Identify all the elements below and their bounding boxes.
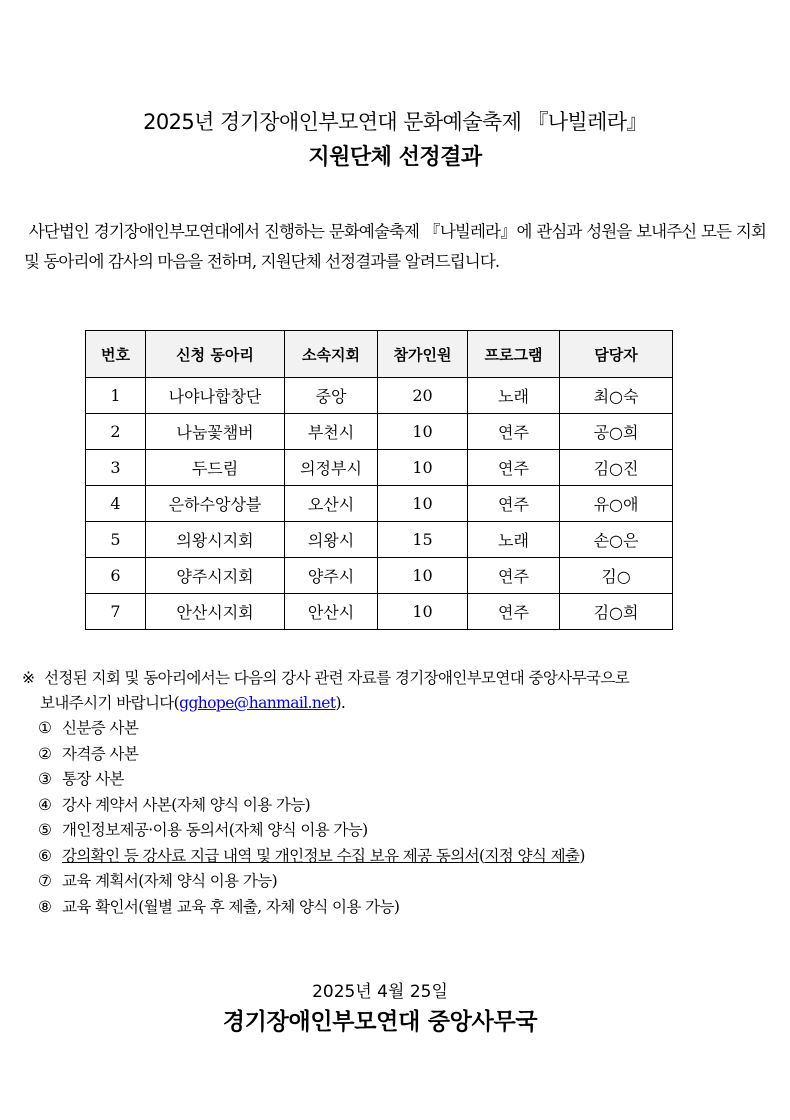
cell-number: 2 [86, 414, 146, 450]
item-number: ④ [38, 795, 52, 814]
header-program: 프로그램 [468, 331, 560, 378]
cell-branch: 오산시 [285, 486, 378, 522]
intro-paragraph [24, 217, 766, 277]
list-item [38, 716, 772, 742]
intro-text: 사단법인 경기장애인부모연대에서 진행하는 문화예술축제 『나빌레라』에 관심과 성원을 보내주신 모든 지회 및 동아리에 감사의 마음을 전하며, 지원단체 선정결과를 알려드립니다. [24, 222, 766, 271]
cell-participants: 15 [378, 522, 468, 558]
cell-manager: 최○숙 [560, 378, 673, 414]
cell-club: 양주시지회 [146, 558, 285, 594]
cell-branch: 양주시 [285, 558, 378, 594]
list-item [38, 844, 772, 870]
table-header-row [86, 331, 673, 378]
cell-number: 4 [86, 486, 146, 522]
list-item [38, 869, 772, 895]
list-item [38, 818, 772, 844]
cell-number: 5 [86, 522, 146, 558]
list-item [38, 767, 772, 793]
notice-text-pre: 보내주시기 바랍니다( [40, 694, 180, 712]
header-number: 번호 [86, 331, 146, 378]
item-text: 개인정보제공·이용 동의서(자체 양식 이용 가능) [62, 821, 368, 839]
item-number: ⑥ [38, 846, 52, 865]
table-row [86, 450, 673, 486]
header-manager: 담당자 [560, 331, 673, 378]
notice-line-1 [22, 666, 772, 691]
item-text: 통장 사본 [62, 770, 124, 788]
cell-club: 두드림 [146, 450, 285, 486]
cell-branch: 안산시 [285, 594, 378, 630]
cell-program: 연주 [468, 594, 560, 630]
cell-manager: 김○ [560, 558, 673, 594]
cell-club: 은하수앙상블 [146, 486, 285, 522]
table-row [86, 378, 673, 414]
notice-section [22, 666, 772, 920]
cell-club: 안산시지회 [146, 594, 285, 630]
cell-branch: 의정부시 [285, 450, 378, 486]
cell-manager: 공○희 [560, 414, 673, 450]
notice-text-post: ). [335, 694, 346, 712]
issuing-organization: 경기장애인부모연대 중앙사무국 [222, 1009, 538, 1035]
cell-program: 연주 [468, 486, 560, 522]
header-branch: 소속지회 [285, 331, 378, 378]
table-row [86, 414, 673, 450]
item-number: ② [38, 744, 52, 763]
item-text: 신분증 사본 [62, 719, 139, 737]
cell-participants: 20 [378, 378, 468, 414]
required-documents-list [22, 716, 772, 920]
cell-branch: 의왕시 [285, 522, 378, 558]
header-club: 신청 동아리 [146, 331, 285, 378]
list-item [38, 895, 772, 921]
reference-mark: ※ [22, 669, 35, 687]
table-row [86, 522, 673, 558]
cell-program: 연주 [468, 414, 560, 450]
cell-participants: 10 [378, 414, 468, 450]
item-number: ① [38, 719, 52, 737]
cell-manager: 김○진 [560, 450, 673, 486]
cell-branch: 중앙 [285, 378, 378, 414]
cell-program: 연주 [468, 450, 560, 486]
item-text: 교육 확인서(월별 교육 후 제출, 자체 양식 이용 가능) [62, 897, 400, 916]
cell-club: 의왕시지회 [146, 522, 285, 558]
issue-date: 2025년 4월 25일 [312, 982, 448, 1002]
cell-number: 1 [86, 378, 146, 414]
item-number: ③ [38, 770, 52, 788]
cell-program: 연주 [468, 558, 560, 594]
notice-line-2 [22, 691, 772, 716]
header-participants: 참가인원 [378, 331, 468, 378]
selection-result-table [85, 330, 673, 630]
cell-manager: 손○은 [560, 522, 673, 558]
cell-manager: 유○애 [560, 486, 673, 522]
cell-number: 3 [86, 450, 146, 486]
item-text-underlined: 강의확인 등 강사료 지급 내역 및 개인정보 수집 보유 제공 동의서 [62, 846, 479, 865]
item-number: ⑦ [38, 872, 52, 890]
cell-number: 6 [86, 558, 146, 594]
table-row [86, 594, 673, 630]
cell-participants: 10 [378, 450, 468, 486]
cell-club: 나야나합창단 [146, 378, 285, 414]
cell-club: 나눔꽃챔버 [146, 414, 285, 450]
cell-participants: 10 [378, 594, 468, 630]
item-text: 교육 계획서(자체 양식 이용 가능) [62, 872, 278, 890]
document-subtitle: 지원단체 선정결과 [308, 145, 482, 170]
cell-branch: 부천시 [285, 414, 378, 450]
notice-text: 선정된 지회 및 동아리에서는 다음의 강사 관련 자료를 경기장애인부모연대 중앙사무국으로 [44, 669, 630, 687]
table-row [86, 486, 673, 522]
table-row [86, 558, 673, 594]
document-title: 2025년 경기장애인부모연대 문화예술축제 『나빌레라』 [143, 110, 647, 134]
item-number: ⑤ [38, 821, 52, 839]
cell-program: 노래 [468, 522, 560, 558]
item-paren-close: ) [579, 846, 585, 865]
item-text: 자격증 사본 [62, 744, 139, 763]
item-text-underlined-note: 지정 양식 제출 [484, 846, 580, 865]
item-paren-open: ( [478, 846, 485, 865]
item-text: 강사 계약서 사본(자체 양식 이용 가능) [62, 795, 311, 814]
cell-program: 노래 [468, 378, 560, 414]
cell-manager: 김○희 [560, 594, 673, 630]
email-link[interactable]: gghope@hanmail.net [179, 694, 336, 712]
item-number: ⑧ [38, 897, 52, 916]
cell-participants: 10 [378, 486, 468, 522]
list-item [38, 793, 772, 819]
list-item [38, 742, 772, 768]
cell-number: 7 [86, 594, 146, 630]
cell-participants: 10 [378, 558, 468, 594]
